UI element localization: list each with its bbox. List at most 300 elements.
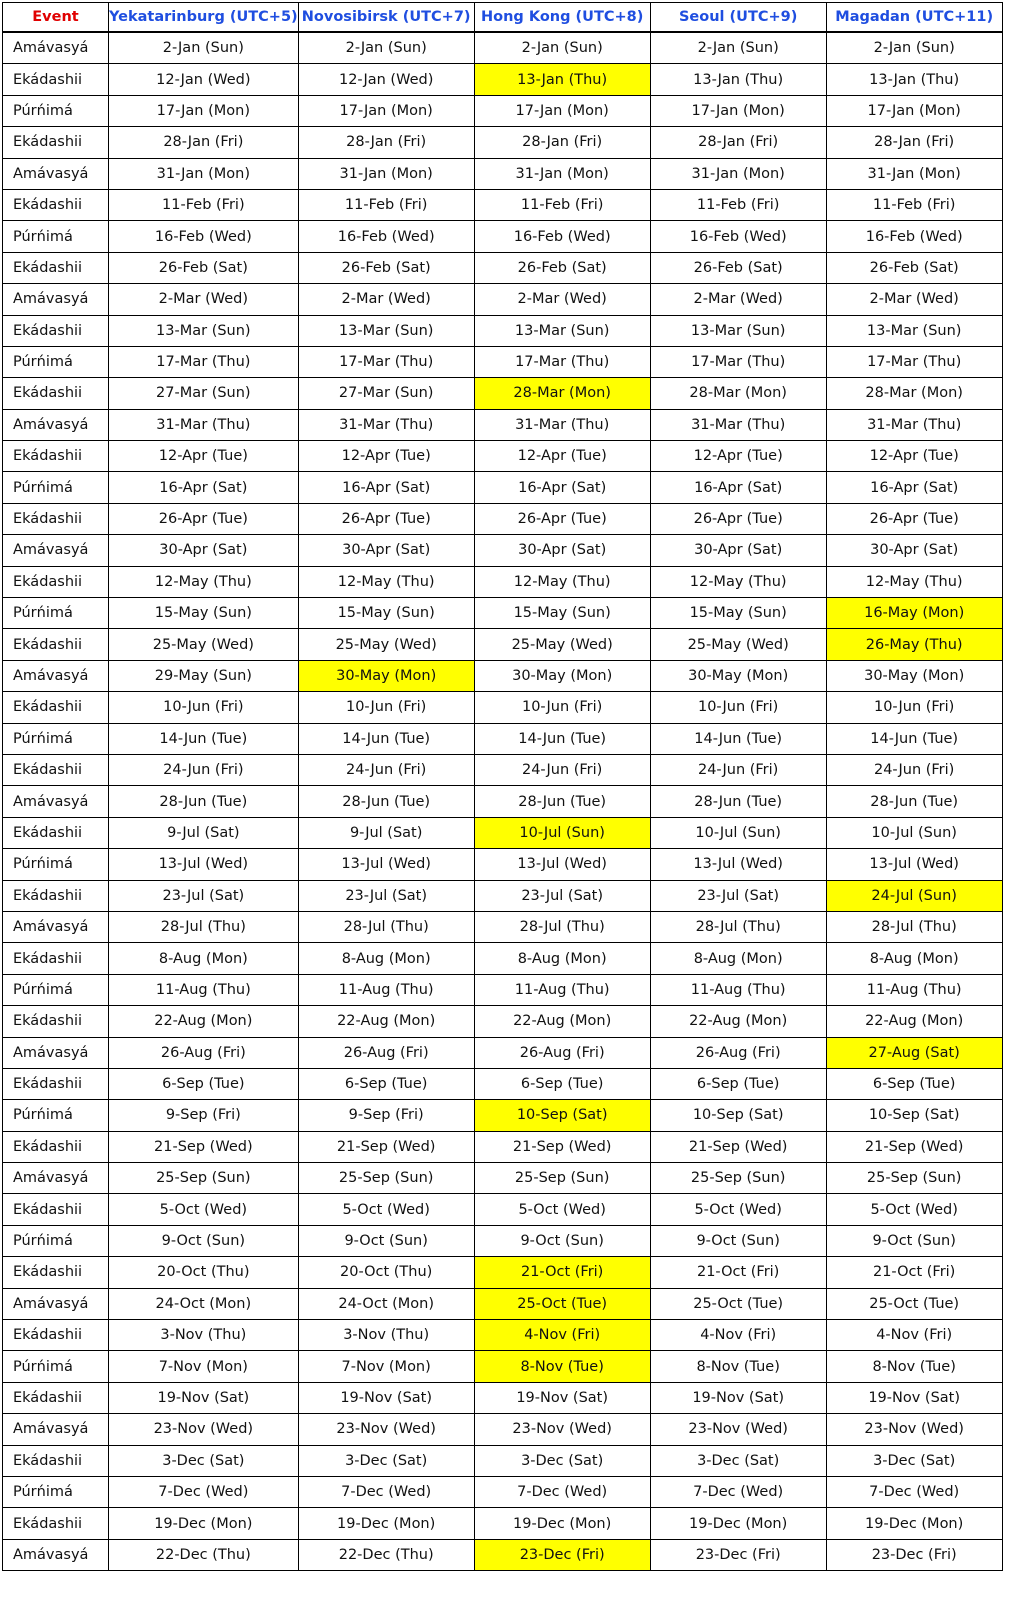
- date-cell-magadan: 22-Aug (Mon): [826, 1006, 1002, 1037]
- table-row: [3, 158, 1003, 189]
- date-cell-hong-kong: 14-Jun (Tue): [474, 723, 650, 754]
- date-cell-novosibirsk: 20-Oct (Thu): [298, 1257, 474, 1288]
- event-cell: Ekádashii: [3, 880, 109, 911]
- date-cell-hong-kong: 21-Sep (Wed): [474, 1131, 650, 1162]
- date-cell-seoul: 23-Jul (Sat): [650, 880, 826, 911]
- event-cell: Púrńimá: [3, 598, 109, 629]
- table-row: [3, 409, 1003, 440]
- event-cell: Ekádashii: [3, 1382, 109, 1413]
- date-cell-hong-kong: 8-Aug (Mon): [474, 943, 650, 974]
- table-row: [3, 1508, 1003, 1539]
- date-cell-magadan: 16-Feb (Wed): [826, 221, 1002, 252]
- event-cell: Púrńimá: [3, 723, 109, 754]
- date-cell-yekatarinburg: 28-Jul (Thu): [109, 911, 299, 942]
- date-cell-yekatarinburg: 10-Jun (Fri): [109, 692, 299, 723]
- event-cell: Ekádashii: [3, 189, 109, 220]
- table-row: [3, 1037, 1003, 1068]
- table-row: [3, 849, 1003, 880]
- date-cell-magadan: 25-Sep (Sun): [826, 1163, 1002, 1194]
- date-cell-yekatarinburg: 31-Jan (Mon): [109, 158, 299, 189]
- date-cell-yekatarinburg: 9-Oct (Sun): [109, 1225, 299, 1256]
- date-cell-yekatarinburg: 22-Dec (Thu): [109, 1539, 299, 1570]
- table-row: [3, 1414, 1003, 1445]
- event-cell: Púrńimá: [3, 974, 109, 1005]
- date-cell-seoul: 22-Aug (Mon): [650, 1006, 826, 1037]
- date-cell-yekatarinburg: 29-May (Sun): [109, 660, 299, 691]
- date-cell-hong-kong: 26-Feb (Sat): [474, 252, 650, 283]
- date-cell-magadan: 9-Oct (Sun): [826, 1225, 1002, 1256]
- date-cell-magadan: 8-Nov (Tue): [826, 1351, 1002, 1382]
- date-cell-hong-kong: 10-Sep (Sat): [474, 1100, 650, 1131]
- date-cell-novosibirsk: 9-Sep (Fri): [298, 1100, 474, 1131]
- date-cell-novosibirsk: 5-Oct (Wed): [298, 1194, 474, 1225]
- date-cell-novosibirsk: 3-Nov (Thu): [298, 1320, 474, 1351]
- date-cell-seoul: 16-Feb (Wed): [650, 221, 826, 252]
- event-cell: Amávasyá: [3, 1037, 109, 1068]
- date-cell-magadan: 8-Aug (Mon): [826, 943, 1002, 974]
- header-magadan: Magadan (UTC+11): [826, 3, 1002, 33]
- date-cell-magadan: 24-Jul (Sun): [826, 880, 1002, 911]
- date-cell-seoul: 28-Jun (Tue): [650, 786, 826, 817]
- date-cell-hong-kong: 11-Aug (Thu): [474, 974, 650, 1005]
- date-cell-hong-kong: 23-Nov (Wed): [474, 1414, 650, 1445]
- date-cell-novosibirsk: 13-Mar (Sun): [298, 315, 474, 346]
- header-seoul: Seoul (UTC+9): [650, 3, 826, 33]
- table-row: [3, 598, 1003, 629]
- date-cell-yekatarinburg: 21-Sep (Wed): [109, 1131, 299, 1162]
- event-cell: Amávasyá: [3, 284, 109, 315]
- event-cell: Amávasyá: [3, 158, 109, 189]
- date-cell-yekatarinburg: 6-Sep (Tue): [109, 1068, 299, 1099]
- date-cell-yekatarinburg: 26-Aug (Fri): [109, 1037, 299, 1068]
- date-cell-seoul: 25-Oct (Tue): [650, 1288, 826, 1319]
- table-row: [3, 692, 1003, 723]
- date-cell-seoul: 12-Apr (Tue): [650, 441, 826, 472]
- date-cell-seoul: 30-Apr (Sat): [650, 535, 826, 566]
- table-row: [3, 127, 1003, 158]
- date-cell-hong-kong: 9-Oct (Sun): [474, 1225, 650, 1256]
- event-cell: Amávasyá: [3, 32, 109, 64]
- event-cell: Ekádashii: [3, 943, 109, 974]
- date-cell-magadan: 5-Oct (Wed): [826, 1194, 1002, 1225]
- event-cell: Amávasyá: [3, 1163, 109, 1194]
- date-cell-novosibirsk: 26-Feb (Sat): [298, 252, 474, 283]
- date-cell-seoul: 30-May (Mon): [650, 660, 826, 691]
- date-cell-novosibirsk: 10-Jun (Fri): [298, 692, 474, 723]
- table-row: [3, 1006, 1003, 1037]
- date-cell-seoul: 19-Nov (Sat): [650, 1382, 826, 1413]
- header-row: [3, 3, 1003, 33]
- table-row: [3, 1131, 1003, 1162]
- date-cell-novosibirsk: 11-Aug (Thu): [298, 974, 474, 1005]
- table-row: [3, 1351, 1003, 1382]
- date-cell-novosibirsk: 8-Aug (Mon): [298, 943, 474, 974]
- event-cell: Púrńimá: [3, 472, 109, 503]
- date-cell-hong-kong: 28-Jul (Thu): [474, 911, 650, 942]
- date-cell-seoul: 10-Jun (Fri): [650, 692, 826, 723]
- header-yekatarinburg: Yekatarinburg (UTC+5): [109, 3, 299, 33]
- date-cell-hong-kong: 2-Jan (Sun): [474, 32, 650, 64]
- date-cell-magadan: 12-May (Thu): [826, 566, 1002, 597]
- event-cell: Amávasyá: [3, 660, 109, 691]
- table-header: [3, 3, 1003, 33]
- date-cell-yekatarinburg: 7-Dec (Wed): [109, 1476, 299, 1507]
- date-cell-yekatarinburg: 7-Nov (Mon): [109, 1351, 299, 1382]
- table-row: [3, 1100, 1003, 1131]
- date-cell-novosibirsk: 25-May (Wed): [298, 629, 474, 660]
- date-cell-hong-kong: 4-Nov (Fri): [474, 1320, 650, 1351]
- date-cell-seoul: 31-Mar (Thu): [650, 409, 826, 440]
- table-row: [3, 1320, 1003, 1351]
- table-row: [3, 1194, 1003, 1225]
- table-row: [3, 880, 1003, 911]
- table-row: [3, 252, 1003, 283]
- table-row: [3, 315, 1003, 346]
- date-cell-magadan: 26-May (Thu): [826, 629, 1002, 660]
- date-cell-yekatarinburg: 31-Mar (Thu): [109, 409, 299, 440]
- table-row: [3, 660, 1003, 691]
- date-cell-novosibirsk: 2-Jan (Sun): [298, 32, 474, 64]
- date-cell-seoul: 10-Jul (Sun): [650, 817, 826, 848]
- date-cell-novosibirsk: 26-Aug (Fri): [298, 1037, 474, 1068]
- date-cell-seoul: 25-May (Wed): [650, 629, 826, 660]
- date-cell-novosibirsk: 31-Mar (Thu): [298, 409, 474, 440]
- date-cell-novosibirsk: 17-Mar (Thu): [298, 346, 474, 377]
- date-cell-hong-kong: 15-May (Sun): [474, 598, 650, 629]
- date-cell-magadan: 30-May (Mon): [826, 660, 1002, 691]
- event-cell: Ekádashii: [3, 629, 109, 660]
- date-cell-hong-kong: 13-Jul (Wed): [474, 849, 650, 880]
- date-cell-seoul: 3-Dec (Sat): [650, 1445, 826, 1476]
- date-cell-yekatarinburg: 24-Oct (Mon): [109, 1288, 299, 1319]
- date-cell-magadan: 3-Dec (Sat): [826, 1445, 1002, 1476]
- date-cell-yekatarinburg: 28-Jun (Tue): [109, 786, 299, 817]
- header-hong-kong: Hong Kong (UTC+8): [474, 3, 650, 33]
- date-cell-novosibirsk: 6-Sep (Tue): [298, 1068, 474, 1099]
- date-cell-seoul: 24-Jun (Fri): [650, 754, 826, 785]
- event-cell: Ekádashii: [3, 503, 109, 534]
- date-cell-hong-kong: 17-Mar (Thu): [474, 346, 650, 377]
- date-cell-yekatarinburg: 19-Nov (Sat): [109, 1382, 299, 1413]
- table-row: [3, 221, 1003, 252]
- date-cell-magadan: 7-Dec (Wed): [826, 1476, 1002, 1507]
- date-cell-seoul: 19-Dec (Mon): [650, 1508, 826, 1539]
- date-cell-hong-kong: 12-Apr (Tue): [474, 441, 650, 472]
- date-cell-magadan: 2-Mar (Wed): [826, 284, 1002, 315]
- date-cell-magadan: 26-Apr (Tue): [826, 503, 1002, 534]
- date-cell-hong-kong: 30-May (Mon): [474, 660, 650, 691]
- date-cell-magadan: 11-Aug (Thu): [826, 974, 1002, 1005]
- date-cell-yekatarinburg: 16-Feb (Wed): [109, 221, 299, 252]
- date-cell-hong-kong: 16-Feb (Wed): [474, 221, 650, 252]
- date-cell-hong-kong: 10-Jun (Fri): [474, 692, 650, 723]
- date-cell-yekatarinburg: 12-Jan (Wed): [109, 64, 299, 95]
- date-cell-yekatarinburg: 11-Aug (Thu): [109, 974, 299, 1005]
- date-cell-yekatarinburg: 15-May (Sun): [109, 598, 299, 629]
- date-cell-hong-kong: 23-Jul (Sat): [474, 880, 650, 911]
- date-cell-novosibirsk: 24-Jun (Fri): [298, 754, 474, 785]
- date-cell-novosibirsk: 19-Nov (Sat): [298, 1382, 474, 1413]
- date-cell-yekatarinburg: 17-Mar (Thu): [109, 346, 299, 377]
- date-cell-seoul: 10-Sep (Sat): [650, 1100, 826, 1131]
- date-cell-magadan: 13-Jan (Thu): [826, 64, 1002, 95]
- date-cell-seoul: 26-Apr (Tue): [650, 503, 826, 534]
- date-cell-seoul: 5-Oct (Wed): [650, 1194, 826, 1225]
- date-cell-yekatarinburg: 20-Oct (Thu): [109, 1257, 299, 1288]
- date-cell-novosibirsk: 2-Mar (Wed): [298, 284, 474, 315]
- date-cell-novosibirsk: 30-Apr (Sat): [298, 535, 474, 566]
- date-cell-novosibirsk: 23-Nov (Wed): [298, 1414, 474, 1445]
- calendar-table-container: [2, 2, 1003, 1571]
- date-cell-seoul: 7-Dec (Wed): [650, 1476, 826, 1507]
- calendar-table: [2, 2, 1003, 1571]
- date-cell-yekatarinburg: 5-Oct (Wed): [109, 1194, 299, 1225]
- date-cell-seoul: 26-Feb (Sat): [650, 252, 826, 283]
- date-cell-hong-kong: 5-Oct (Wed): [474, 1194, 650, 1225]
- date-cell-magadan: 23-Nov (Wed): [826, 1414, 1002, 1445]
- date-cell-yekatarinburg: 13-Jul (Wed): [109, 849, 299, 880]
- date-cell-magadan: 28-Jun (Tue): [826, 786, 1002, 817]
- table-row: [3, 943, 1003, 974]
- date-cell-novosibirsk: 28-Jul (Thu): [298, 911, 474, 942]
- date-cell-novosibirsk: 30-May (Mon): [298, 660, 474, 691]
- date-cell-novosibirsk: 22-Dec (Thu): [298, 1539, 474, 1570]
- date-cell-magadan: 10-Jun (Fri): [826, 692, 1002, 723]
- event-cell: Púrńimá: [3, 849, 109, 880]
- table-row: [3, 503, 1003, 534]
- date-cell-seoul: 13-Jan (Thu): [650, 64, 826, 95]
- date-cell-seoul: 2-Mar (Wed): [650, 284, 826, 315]
- date-cell-seoul: 12-May (Thu): [650, 566, 826, 597]
- date-cell-hong-kong: 31-Mar (Thu): [474, 409, 650, 440]
- date-cell-yekatarinburg: 2-Mar (Wed): [109, 284, 299, 315]
- event-cell: Ekádashii: [3, 1257, 109, 1288]
- table-row: [3, 189, 1003, 220]
- event-cell: Ekádashii: [3, 692, 109, 723]
- event-cell: Amávasyá: [3, 535, 109, 566]
- date-cell-magadan: 25-Oct (Tue): [826, 1288, 1002, 1319]
- table-row: [3, 64, 1003, 95]
- event-cell: Ekádashii: [3, 1508, 109, 1539]
- table-row: [3, 974, 1003, 1005]
- date-cell-yekatarinburg: 8-Aug (Mon): [109, 943, 299, 974]
- date-cell-seoul: 13-Jul (Wed): [650, 849, 826, 880]
- date-cell-seoul: 4-Nov (Fri): [650, 1320, 826, 1351]
- event-cell: Amávasyá: [3, 1539, 109, 1570]
- date-cell-yekatarinburg: 11-Feb (Fri): [109, 189, 299, 220]
- date-cell-yekatarinburg: 28-Jan (Fri): [109, 127, 299, 158]
- date-cell-hong-kong: 19-Nov (Sat): [474, 1382, 650, 1413]
- table-row: [3, 1068, 1003, 1099]
- table-row: [3, 1476, 1003, 1507]
- date-cell-magadan: 19-Nov (Sat): [826, 1382, 1002, 1413]
- table-row: [3, 754, 1003, 785]
- table-row: [3, 629, 1003, 660]
- table-row: [3, 1163, 1003, 1194]
- table-row: [3, 95, 1003, 126]
- date-cell-yekatarinburg: 27-Mar (Sun): [109, 378, 299, 409]
- date-cell-yekatarinburg: 16-Apr (Sat): [109, 472, 299, 503]
- date-cell-hong-kong: 24-Jun (Fri): [474, 754, 650, 785]
- date-cell-yekatarinburg: 25-Sep (Sun): [109, 1163, 299, 1194]
- date-cell-novosibirsk: 11-Feb (Fri): [298, 189, 474, 220]
- date-cell-novosibirsk: 13-Jul (Wed): [298, 849, 474, 880]
- event-cell: Ekádashii: [3, 315, 109, 346]
- date-cell-novosibirsk: 7-Nov (Mon): [298, 1351, 474, 1382]
- date-cell-novosibirsk: 25-Sep (Sun): [298, 1163, 474, 1194]
- event-cell: Ekádashii: [3, 1194, 109, 1225]
- date-cell-novosibirsk: 19-Dec (Mon): [298, 1508, 474, 1539]
- event-cell: Ekádashii: [3, 127, 109, 158]
- date-cell-seoul: 23-Dec (Fri): [650, 1539, 826, 1570]
- table-row: [3, 817, 1003, 848]
- date-cell-yekatarinburg: 12-May (Thu): [109, 566, 299, 597]
- event-cell: Amávasyá: [3, 1288, 109, 1319]
- date-cell-magadan: 28-Jan (Fri): [826, 127, 1002, 158]
- event-cell: Ekádashii: [3, 441, 109, 472]
- date-cell-novosibirsk: 9-Jul (Sat): [298, 817, 474, 848]
- date-cell-yekatarinburg: 23-Jul (Sat): [109, 880, 299, 911]
- date-cell-hong-kong: 11-Feb (Fri): [474, 189, 650, 220]
- date-cell-hong-kong: 28-Jun (Tue): [474, 786, 650, 817]
- event-cell: Ekádashii: [3, 754, 109, 785]
- date-cell-novosibirsk: 16-Apr (Sat): [298, 472, 474, 503]
- date-cell-yekatarinburg: 9-Sep (Fri): [109, 1100, 299, 1131]
- date-cell-seoul: 17-Jan (Mon): [650, 95, 826, 126]
- date-cell-novosibirsk: 14-Jun (Tue): [298, 723, 474, 754]
- date-cell-magadan: 24-Jun (Fri): [826, 754, 1002, 785]
- table-row: [3, 786, 1003, 817]
- date-cell-seoul: 8-Aug (Mon): [650, 943, 826, 974]
- header-novosibirsk: Novosibirsk (UTC+7): [298, 3, 474, 33]
- date-cell-hong-kong: 2-Mar (Wed): [474, 284, 650, 315]
- date-cell-seoul: 17-Mar (Thu): [650, 346, 826, 377]
- date-cell-hong-kong: 3-Dec (Sat): [474, 1445, 650, 1476]
- date-cell-novosibirsk: 17-Jan (Mon): [298, 95, 474, 126]
- date-cell-hong-kong: 30-Apr (Sat): [474, 535, 650, 566]
- date-cell-seoul: 2-Jan (Sun): [650, 32, 826, 64]
- date-cell-hong-kong: 16-Apr (Sat): [474, 472, 650, 503]
- date-cell-seoul: 26-Aug (Fri): [650, 1037, 826, 1068]
- date-cell-novosibirsk: 12-Jan (Wed): [298, 64, 474, 95]
- date-cell-hong-kong: 25-May (Wed): [474, 629, 650, 660]
- date-cell-hong-kong: 19-Dec (Mon): [474, 1508, 650, 1539]
- date-cell-hong-kong: 7-Dec (Wed): [474, 1476, 650, 1507]
- table-row: [3, 1445, 1003, 1476]
- date-cell-seoul: 21-Sep (Wed): [650, 1131, 826, 1162]
- table-row: [3, 346, 1003, 377]
- date-cell-hong-kong: 22-Aug (Mon): [474, 1006, 650, 1037]
- date-cell-hong-kong: 21-Oct (Fri): [474, 1257, 650, 1288]
- event-cell: Amávasyá: [3, 1414, 109, 1445]
- date-cell-hong-kong: 17-Jan (Mon): [474, 95, 650, 126]
- date-cell-magadan: 30-Apr (Sat): [826, 535, 1002, 566]
- event-cell: Ekádashii: [3, 1131, 109, 1162]
- date-cell-hong-kong: 6-Sep (Tue): [474, 1068, 650, 1099]
- date-cell-magadan: 28-Jul (Thu): [826, 911, 1002, 942]
- event-cell: Púrńimá: [3, 221, 109, 252]
- date-cell-seoul: 16-Apr (Sat): [650, 472, 826, 503]
- date-cell-yekatarinburg: 12-Apr (Tue): [109, 441, 299, 472]
- date-cell-seoul: 11-Aug (Thu): [650, 974, 826, 1005]
- date-cell-hong-kong: 12-May (Thu): [474, 566, 650, 597]
- event-cell: Ekádashii: [3, 817, 109, 848]
- table-row: [3, 535, 1003, 566]
- date-cell-hong-kong: 13-Jan (Thu): [474, 64, 650, 95]
- date-cell-hong-kong: 31-Jan (Mon): [474, 158, 650, 189]
- table-row: [3, 32, 1003, 64]
- date-cell-novosibirsk: 27-Mar (Sun): [298, 378, 474, 409]
- date-cell-novosibirsk: 3-Dec (Sat): [298, 1445, 474, 1476]
- date-cell-seoul: 28-Jul (Thu): [650, 911, 826, 942]
- date-cell-yekatarinburg: 26-Feb (Sat): [109, 252, 299, 283]
- date-cell-yekatarinburg: 14-Jun (Tue): [109, 723, 299, 754]
- date-cell-seoul: 31-Jan (Mon): [650, 158, 826, 189]
- event-cell: Púrńimá: [3, 1476, 109, 1507]
- date-cell-hong-kong: 13-Mar (Sun): [474, 315, 650, 346]
- date-cell-yekatarinburg: 22-Aug (Mon): [109, 1006, 299, 1037]
- date-cell-seoul: 15-May (Sun): [650, 598, 826, 629]
- header-event: Event: [3, 3, 109, 33]
- date-cell-seoul: 9-Oct (Sun): [650, 1225, 826, 1256]
- date-cell-magadan: 17-Jan (Mon): [826, 95, 1002, 126]
- date-cell-seoul: 28-Mar (Mon): [650, 378, 826, 409]
- date-cell-novosibirsk: 7-Dec (Wed): [298, 1476, 474, 1507]
- date-cell-magadan: 12-Apr (Tue): [826, 441, 1002, 472]
- date-cell-hong-kong: 26-Apr (Tue): [474, 503, 650, 534]
- date-cell-magadan: 2-Jan (Sun): [826, 32, 1002, 64]
- date-cell-yekatarinburg: 3-Dec (Sat): [109, 1445, 299, 1476]
- event-cell: Ekádashii: [3, 1068, 109, 1099]
- date-cell-seoul: 21-Oct (Fri): [650, 1257, 826, 1288]
- date-cell-hong-kong: 28-Jan (Fri): [474, 127, 650, 158]
- table-row: [3, 378, 1003, 409]
- date-cell-seoul: 11-Feb (Fri): [650, 189, 826, 220]
- date-cell-magadan: 17-Mar (Thu): [826, 346, 1002, 377]
- date-cell-magadan: 21-Sep (Wed): [826, 1131, 1002, 1162]
- date-cell-yekatarinburg: 2-Jan (Sun): [109, 32, 299, 64]
- date-cell-magadan: 28-Mar (Mon): [826, 378, 1002, 409]
- date-cell-hong-kong: 26-Aug (Fri): [474, 1037, 650, 1068]
- table-row: [3, 911, 1003, 942]
- date-cell-novosibirsk: 22-Aug (Mon): [298, 1006, 474, 1037]
- date-cell-yekatarinburg: 23-Nov (Wed): [109, 1414, 299, 1445]
- table-body: [3, 32, 1003, 1571]
- event-cell: Ekádashii: [3, 252, 109, 283]
- table-row: [3, 1382, 1003, 1413]
- date-cell-yekatarinburg: 13-Mar (Sun): [109, 315, 299, 346]
- date-cell-yekatarinburg: 3-Nov (Thu): [109, 1320, 299, 1351]
- date-cell-novosibirsk: 24-Oct (Mon): [298, 1288, 474, 1319]
- date-cell-hong-kong: 8-Nov (Tue): [474, 1351, 650, 1382]
- date-cell-hong-kong: 25-Oct (Tue): [474, 1288, 650, 1319]
- date-cell-magadan: 16-May (Mon): [826, 598, 1002, 629]
- date-cell-novosibirsk: 21-Sep (Wed): [298, 1131, 474, 1162]
- date-cell-novosibirsk: 23-Jul (Sat): [298, 880, 474, 911]
- date-cell-seoul: 6-Sep (Tue): [650, 1068, 826, 1099]
- date-cell-seoul: 14-Jun (Tue): [650, 723, 826, 754]
- table-row: [3, 566, 1003, 597]
- event-cell: Ekádashii: [3, 1445, 109, 1476]
- date-cell-magadan: 21-Oct (Fri): [826, 1257, 1002, 1288]
- event-cell: Púrńimá: [3, 346, 109, 377]
- date-cell-magadan: 19-Dec (Mon): [826, 1508, 1002, 1539]
- event-cell: Amávasyá: [3, 409, 109, 440]
- event-cell: Púrńimá: [3, 1225, 109, 1256]
- date-cell-magadan: 31-Jan (Mon): [826, 158, 1002, 189]
- date-cell-novosibirsk: 12-May (Thu): [298, 566, 474, 597]
- date-cell-seoul: 13-Mar (Sun): [650, 315, 826, 346]
